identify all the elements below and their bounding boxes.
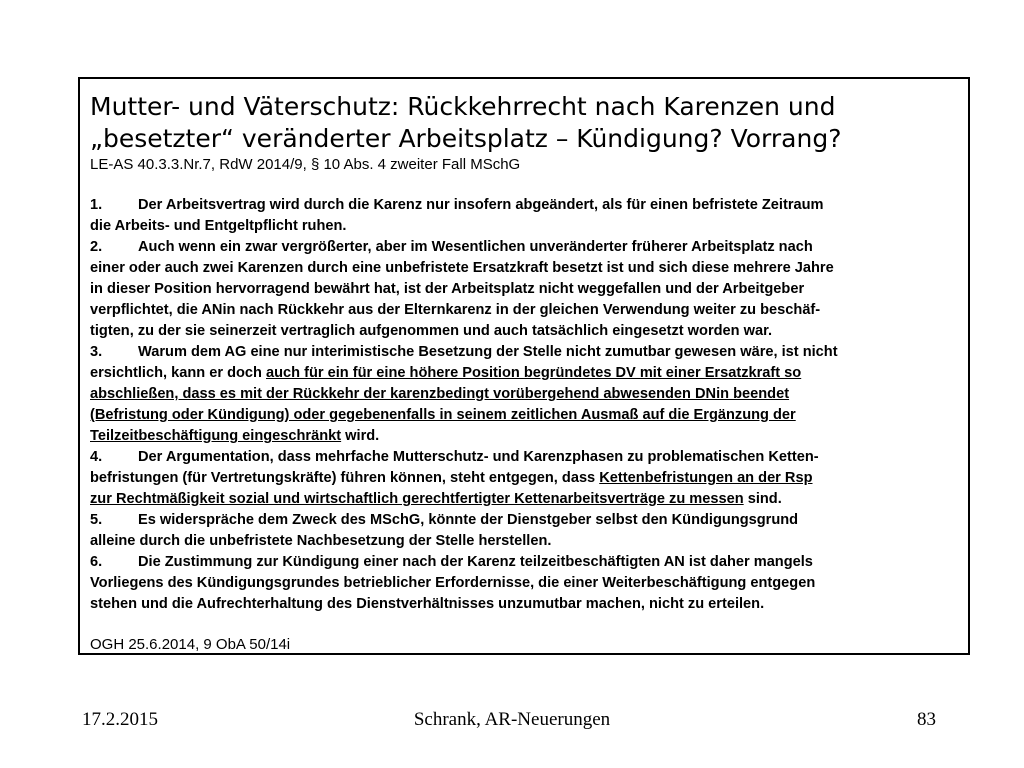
paragraph-text: wird. — [341, 428, 380, 444]
paragraph-text: die Arbeits- und Entgeltpflicht ruhen. — [90, 218, 347, 234]
paragraph-text: Der Arbeitsvertrag wird durch die Karenz nur insofern abgeändert, als für einen befristete Zeitraum — [138, 197, 824, 213]
paragraph-text: Auch wenn ein zwar vergrößerter, aber im Wesentlichen unveränderter früherer Arbeitsplatz nach — [138, 239, 813, 255]
paragraph-number: 6. — [90, 554, 103, 570]
paragraph-number: 2. — [90, 239, 103, 255]
paragraph-number: 4. — [90, 449, 103, 465]
paragraph-text: Vorliegens des Kündigungsgrundes betrieblicher Erfordernisse, die einer Weiterbeschäftigung entgegen — [90, 575, 816, 591]
paragraph-text: verpflichtet, die ANin nach Rückkehr aus der Elternkarenz in der gleichen Verwendung weiter zu beschäf- — [90, 302, 821, 318]
slide-title — [90, 91, 958, 155]
paragraph-4 — [90, 447, 958, 510]
paragraph-text: in dieser Position hervorragend bewährt hat, ist der Arbeitsplatz nicht weggefallen und der Arbeitgeber — [90, 281, 805, 297]
underlined-text: auch für ein für eine höhere Position begründetes DV mit einer Ersatzkraft so — [266, 365, 802, 381]
footer-page-number: 83 — [917, 709, 936, 730]
underlined-text: zur Rechtmäßigkeit sozial und wirtschaftlich gerechtfertigter Kettenarbeitsverträge zu messen — [90, 491, 744, 507]
paragraph-2 — [90, 237, 958, 342]
slide-content — [90, 91, 958, 655]
underlined-text: Teilzeitbeschäftigung eingeschränkt — [90, 428, 342, 444]
title-line-2: „besetzter“ veränderter Arbeitsplatz – Kündigung? Vorrang? — [90, 124, 842, 153]
paragraph-number: 1. — [90, 197, 103, 213]
court-reference: OGH 25.6.2014, 9 ObA 50/14i — [90, 636, 291, 653]
paragraph-text: Die Zustimmung zur Kündigung einer nach der Karenz teilzeitbeschäftigten AN ist daher mangels — [138, 554, 813, 570]
underlined-text: Kettenbefristungen an der Rsp — [599, 470, 813, 486]
paragraph-text: Warum dem AG eine nur interimistische Besetzung der Stelle nicht zumutbar gewesen wäre, ist nicht — [138, 344, 838, 360]
underlined-text: abschließen, dass es mit der Rückkehr der karenzbedingt vorübergehend abwesenden DNin beendet — [90, 386, 790, 402]
underlined-text: (Befristung oder Kündigung) oder gegebenenfalls in seinem zeitlichen Ausmaß auf die Ergänzung der — [90, 407, 796, 423]
spacer — [90, 175, 958, 195]
title-line-1: Mutter- und Väterschutz: Rückkehrrecht nach Karenzen und — [90, 92, 836, 121]
spacer — [90, 615, 958, 635]
paragraph-text: befristungen (für Vertretungskräfte) führen können, steht entgegen, dass — [90, 470, 600, 486]
paragraph-text: sind. — [743, 491, 782, 507]
paragraph-text: ersichtlich, kann er doch — [90, 365, 266, 381]
paragraph-text: Der Argumentation, dass mehrfache Mutterschutz- und Karenzphasen zu problematischen Ketten- — [138, 449, 819, 465]
slide-content-box — [78, 77, 970, 655]
paragraph-text: stehen und die Aufrechterhaltung des Dienstverhältnisses unzumutbar machen, nicht zu erteilen. — [90, 596, 765, 612]
paragraph-1 — [90, 195, 958, 237]
footer-author-title: Schrank, AR-Neuerungen — [413, 709, 611, 730]
paragraph-5 — [90, 510, 958, 552]
paragraph-6 — [90, 552, 958, 615]
paragraph-text: alleine durch die unbefristete Nachbesetzung der Stelle herstellen. — [90, 533, 552, 549]
legal-citation: LE-AS 40.3.3.Nr.7, RdW 2014/9, § 10 Abs. 4 zweiter Fall MSchG — [90, 156, 521, 173]
paragraph-text: tigten, zu der sie seinerzeit vertraglich aufgenommen und auch tatsächlich eingesetzt worden war. — [90, 323, 773, 339]
footer-date: 17.2.2015 — [82, 709, 158, 730]
paragraph-text: Es widerspräche dem Zweck des MSchG, könnte der Dienstgeber selbst den Kündigungsgrund — [138, 512, 799, 528]
paragraph-number: 5. — [90, 512, 103, 528]
paragraph-3 — [90, 342, 958, 447]
paragraph-text: einer oder auch zwei Karenzen durch eine unbefristete Ersatzkraft besetzt ist und sich diese mehrere Jahre — [90, 260, 834, 276]
paragraph-number: 3. — [90, 344, 103, 360]
